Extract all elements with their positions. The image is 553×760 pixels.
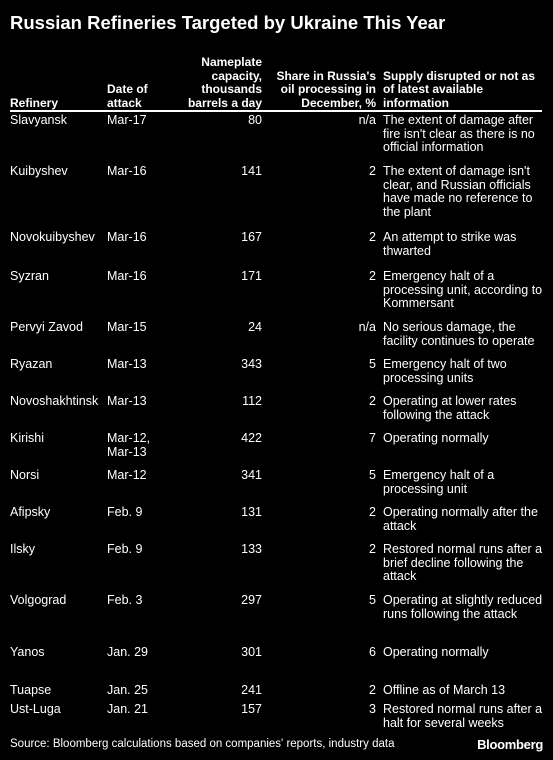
cell-status: Emergency halt of a processing unit, according to Kommersant (383, 269, 543, 310)
cell-date: Mar-13 (107, 394, 147, 408)
cell-status: Restored normal runs after a brief decline following the attack (383, 542, 543, 583)
cell-share: 2 (369, 230, 376, 244)
cell-status: Operating normally after the attack (383, 505, 538, 533)
cell-refinery: Ust-Luga (10, 702, 61, 716)
cell-date: Mar-12 (107, 468, 147, 482)
cell-status: Offline as of March 13 (383, 683, 506, 697)
cell-date: Mar-15 (107, 320, 147, 334)
cell-refinery: Syzran (10, 269, 49, 283)
cell-refinery: Ilsky (10, 542, 35, 556)
cell-status: The extent of damage after fire isn't clear as there is no official information (383, 113, 535, 154)
cell-refinery: Slavyansk (10, 113, 67, 127)
cell-capacity: 157 (241, 702, 262, 716)
cell-share: 2 (369, 505, 376, 519)
cell-refinery: Ryazan (10, 357, 53, 371)
cell-status: Emergency halt of two processing units (383, 357, 507, 385)
cell-share: 7 (369, 431, 376, 445)
header-status: Supply disrupted or not as of latest available information (383, 68, 536, 110)
header-rule (10, 110, 542, 112)
cell-capacity: 133 (241, 542, 262, 556)
cell-capacity: 171 (241, 269, 262, 283)
cell-status: Operating normally (383, 431, 489, 445)
cell-refinery: Kirishi (10, 431, 45, 445)
cell-refinery: Norsi (10, 468, 40, 482)
cell-capacity: 167 (241, 230, 262, 244)
cell-refinery: Volgograd (10, 593, 67, 607)
cell-status: Emergency halt of a processing unit (383, 468, 495, 496)
cell-capacity: 24 (248, 320, 262, 334)
cell-date: Mar-17 (107, 113, 147, 127)
cell-refinery: Novoshakhtinsk (10, 394, 99, 408)
cell-date: Feb. 9 (107, 542, 143, 556)
cell-capacity: 80 (248, 113, 262, 127)
cell-status: Restored normal runs after a halt for several weeks (383, 702, 543, 730)
cell-date: Jan. 29 (107, 645, 149, 659)
cell-share: 5 (369, 357, 376, 371)
cell-share: 2 (369, 164, 376, 178)
cell-share: 3 (369, 702, 376, 716)
cell-refinery: Yanos (10, 645, 45, 659)
header-refinery: Refinery (10, 95, 59, 110)
cell-date: Feb. 3 (107, 593, 143, 607)
cell-date: Jan. 25 (107, 683, 149, 697)
cell-share: 2 (369, 394, 376, 408)
bloomberg-logo: Bloomberg (477, 737, 543, 752)
cell-share: 2 (369, 683, 376, 697)
cell-share: 5 (369, 593, 376, 607)
cell-status: No serious damage, the facility continues to operate (383, 320, 535, 348)
header-date: Date of attack (107, 82, 148, 110)
cell-capacity: 422 (241, 431, 262, 445)
cell-capacity: 301 (241, 645, 262, 659)
cell-date: Mar-16 (107, 164, 147, 178)
cell-status: An attempt to strike was thwarted (383, 230, 517, 258)
cell-refinery: Afipsky (10, 505, 51, 519)
cell-share: 5 (369, 468, 376, 482)
cell-share: n/a (358, 113, 376, 127)
cell-date: Mar-16 (107, 230, 147, 244)
cell-status: Operating normally (383, 645, 489, 659)
cell-refinery: Pervyi Zavod (10, 320, 83, 334)
cell-status: Operating at lower rates following the attack (383, 394, 517, 422)
header-share: Share in Russia's oil processing in December, % (276, 68, 376, 110)
cell-status: Operating at slightly reduced runs following the attack (383, 593, 543, 621)
cell-share: 6 (369, 645, 376, 659)
cell-date: Jan. 21 (107, 702, 149, 716)
cell-capacity: 241 (241, 683, 262, 697)
cell-share: 2 (369, 542, 376, 556)
cell-date: Mar-13 (107, 357, 147, 371)
cell-capacity: 297 (241, 593, 262, 607)
cell-date: Feb. 9 (107, 505, 143, 519)
cell-refinery: Novokuibyshev (10, 230, 95, 244)
cell-share: 2 (369, 269, 376, 283)
cell-date: Mar-12, Mar-13 (107, 431, 151, 459)
chart-title: Russian Refineries Targeted by Ukraine This Year (10, 12, 446, 33)
cell-share: n/a (358, 320, 376, 334)
cell-capacity: 341 (241, 468, 262, 482)
cell-capacity: 112 (242, 394, 262, 408)
source-note: Source: Bloomberg calculations based on companies' reports, industry data (10, 738, 395, 750)
header-capacity: Nameplate capacity, thousands barrels a day (187, 55, 262, 110)
cell-capacity: 131 (241, 505, 262, 519)
cell-refinery: Tuapse (10, 683, 52, 697)
cell-date: Mar-16 (107, 269, 147, 283)
cell-status: The extent of damage isn't clear, and Russian officials have made no reference to the plant (383, 164, 533, 219)
cell-refinery: Kuibyshev (10, 164, 68, 178)
cell-capacity: 343 (241, 357, 262, 371)
cell-capacity: 141 (241, 164, 262, 178)
table-header (0, 0, 553, 110)
